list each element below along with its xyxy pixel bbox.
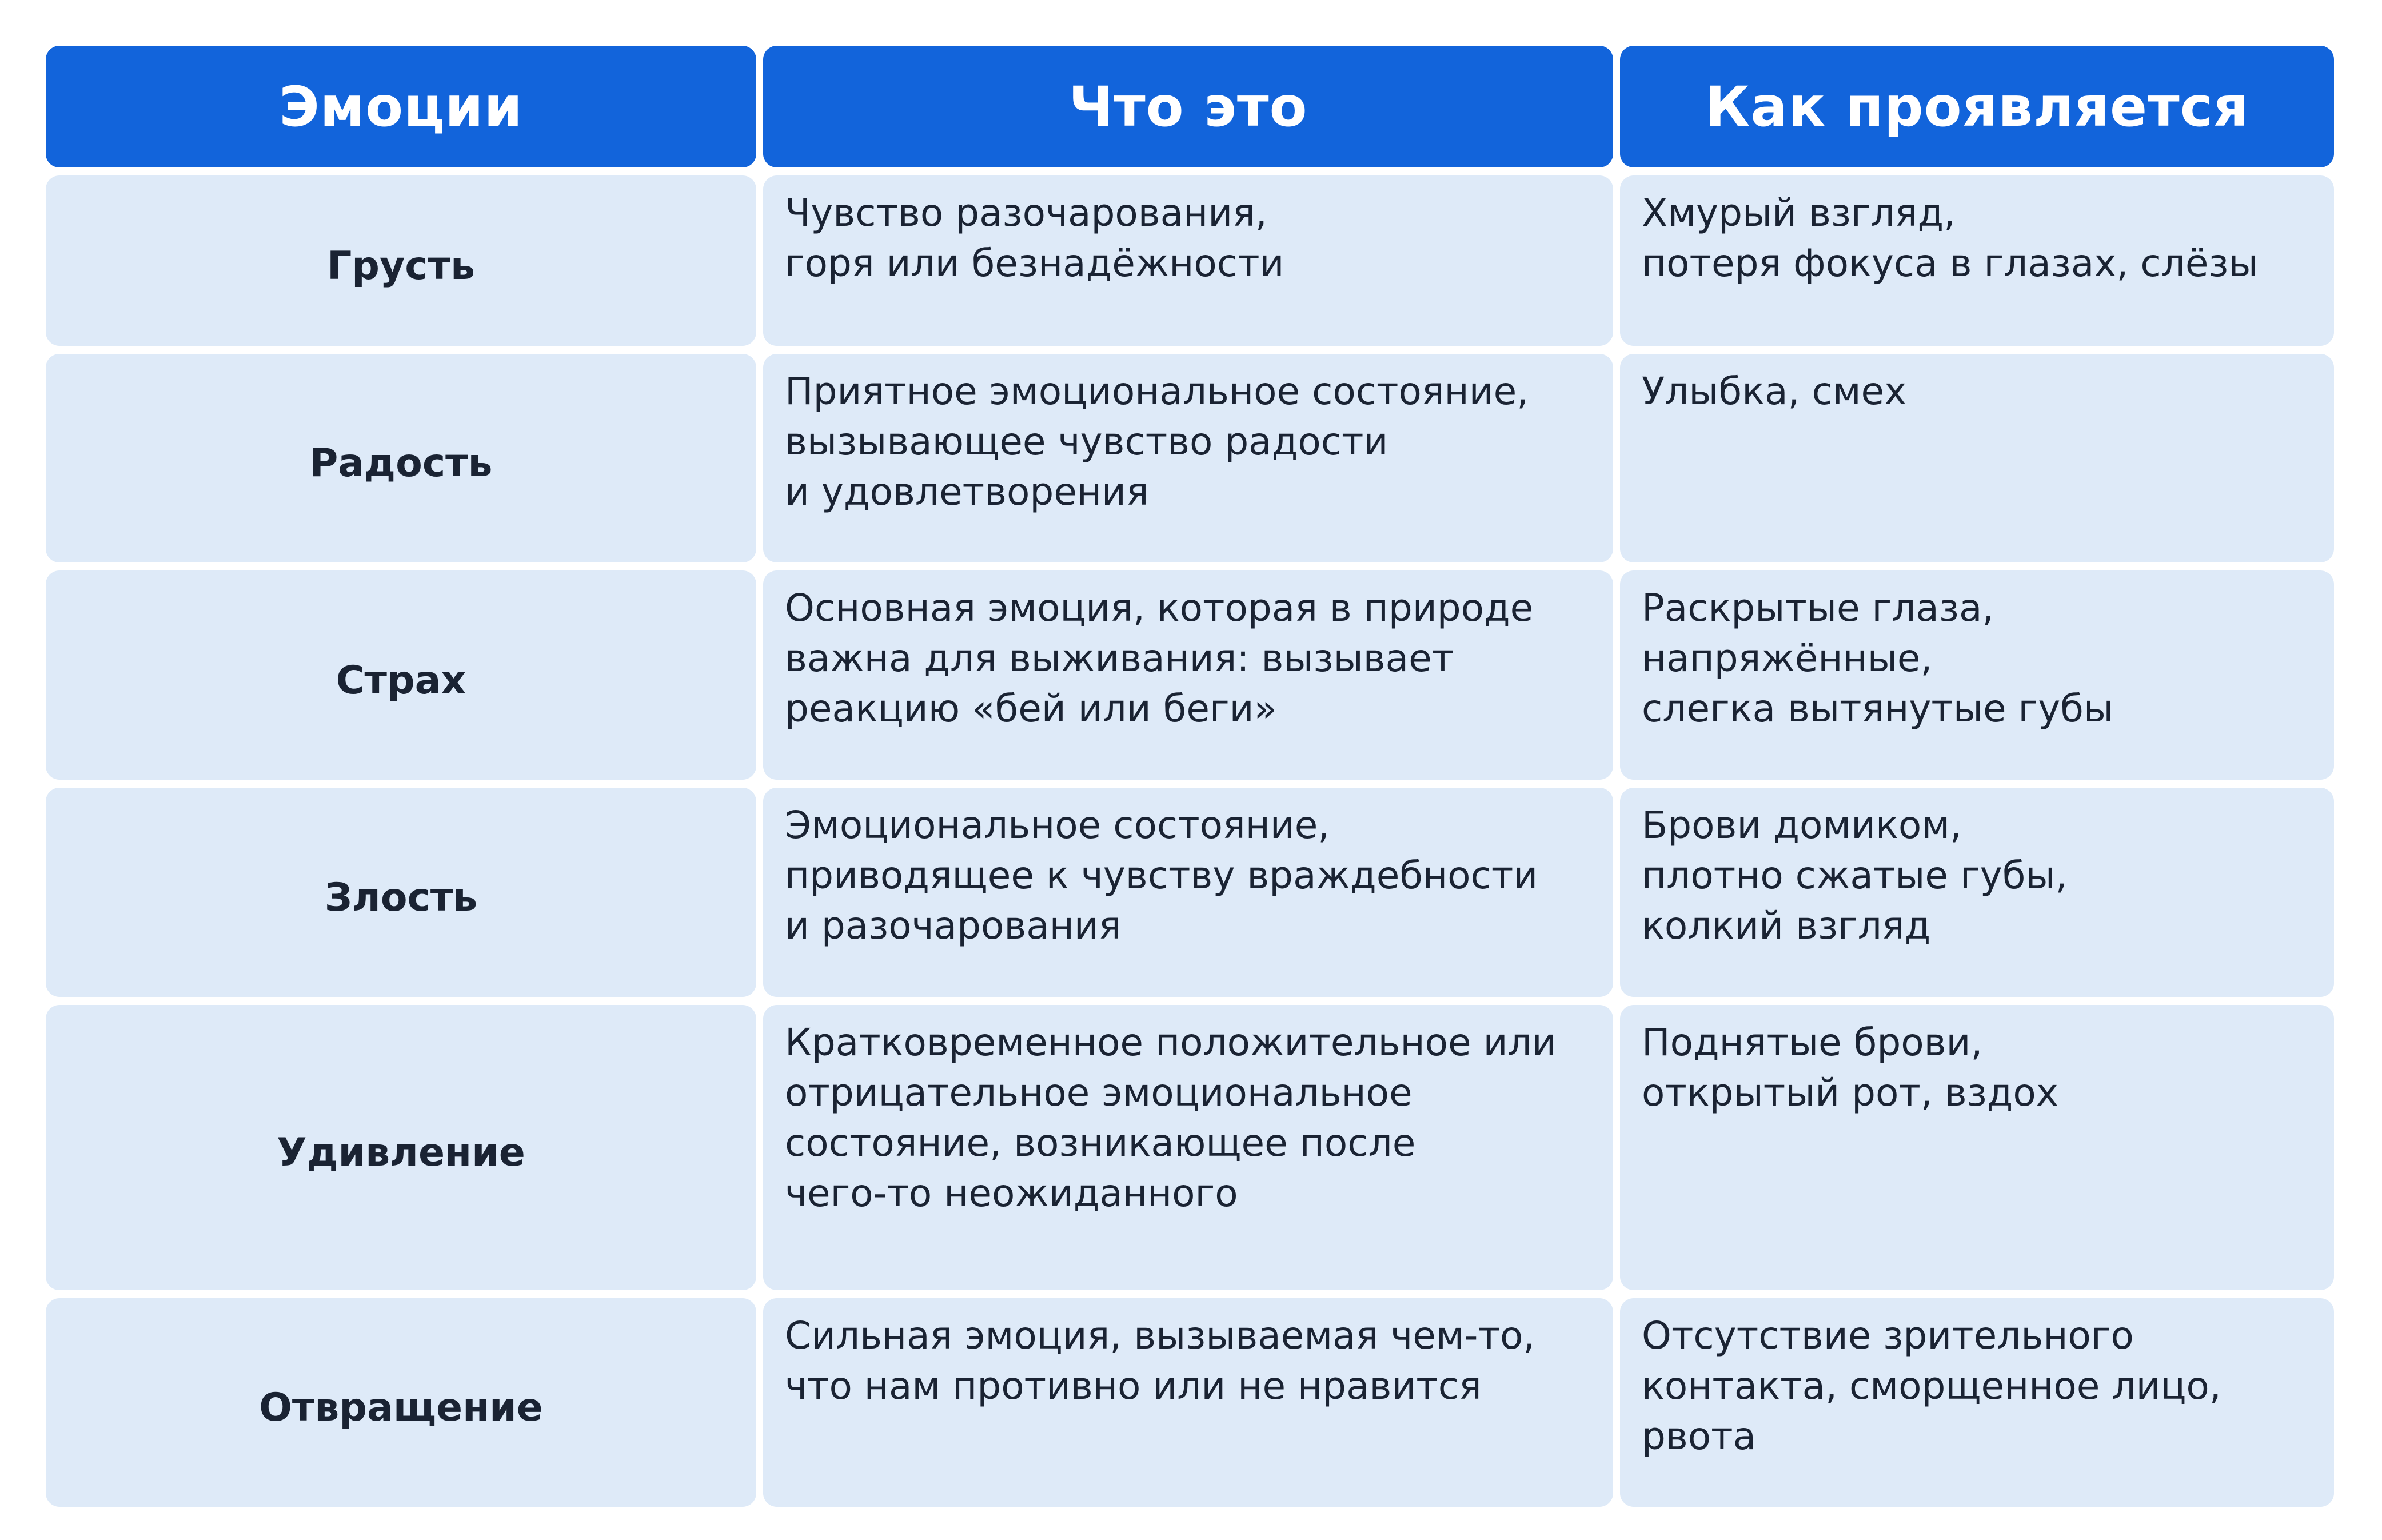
what-cell-anger: Эмоциональное состояние, приводящее к чувству враждебности и разочарования — [763, 788, 1613, 997]
emotion-cell-joy: Радость — [46, 354, 756, 562]
emotions-table — [46, 46, 2334, 1507]
emotion-cell-anger: Злость — [46, 788, 756, 997]
how-cell-disgust: Отсутствие зрительного контакта, сморщенное лицо, рвота — [1620, 1298, 2334, 1507]
what-cell-surprise: Кратковременное положительное или отрицательное эмоциональное состояние, возникающее после чего-то неожиданного — [763, 1005, 1613, 1290]
emotion-cell-sadness: Грусть — [46, 175, 756, 346]
how-cell-sadness: Хмурый взгляд, потеря фокуса в глазах, слёзы — [1620, 175, 2334, 346]
what-cell-joy: Приятное эмоциональное состояние, вызывающее чувство радости и удовлетворения — [763, 354, 1613, 562]
header-what: Что это — [763, 46, 1613, 167]
emotion-cell-disgust: Отвращение — [46, 1298, 756, 1507]
what-cell-sadness: Чувство разочарования, горя или безнадёжности — [763, 175, 1613, 346]
emotion-cell-fear: Страх — [46, 570, 756, 780]
what-cell-disgust: Сильная эмоция, вызываемая чем-то, что нам противно или не нравится — [763, 1298, 1613, 1507]
emotion-cell-surprise: Удивление — [46, 1005, 756, 1290]
what-cell-fear: Основная эмоция, которая в природе важна для выживания: вызывает реакцию «бей или беги» — [763, 570, 1613, 780]
how-cell-surprise: Поднятые брови, открытый рот, вздох — [1620, 1005, 2334, 1290]
header-how: Как проявляется — [1620, 46, 2334, 167]
how-cell-anger: Брови домиком, плотно сжатые губы, колкий взгляд — [1620, 788, 2334, 997]
how-cell-joy: Улыбка, смех — [1620, 354, 2334, 562]
header-emotions: Эмоции — [46, 46, 756, 167]
how-cell-fear: Раскрытые глаза, напряжённые, слегка вытянутые губы — [1620, 570, 2334, 780]
